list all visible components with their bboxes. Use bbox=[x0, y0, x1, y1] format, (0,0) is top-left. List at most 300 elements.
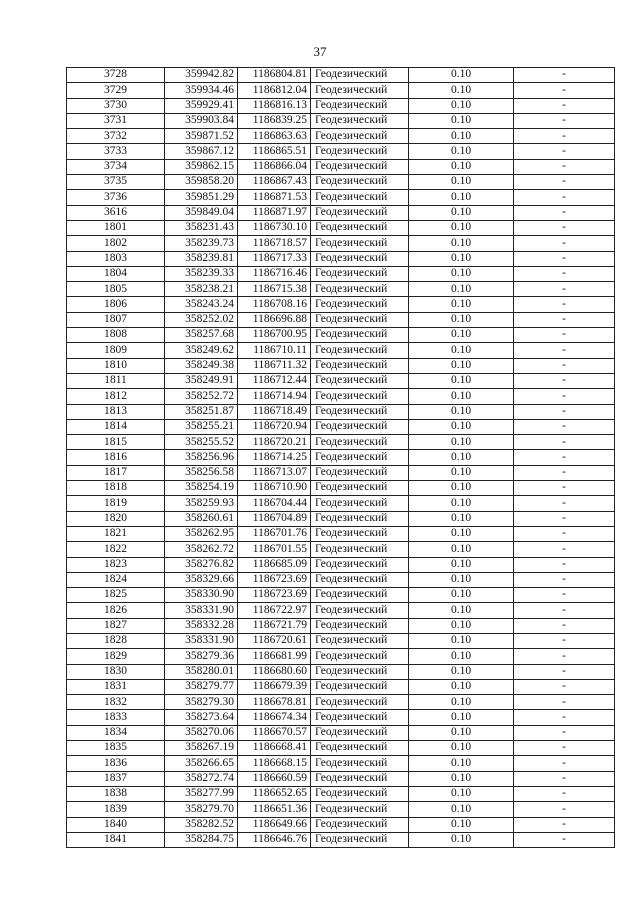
y-coordinate-cell: 1186866.04 bbox=[238, 159, 311, 174]
accuracy-cell: 0.10 bbox=[409, 450, 514, 465]
point-number-cell: 1814 bbox=[67, 419, 165, 434]
y-coordinate-cell: 1186717.33 bbox=[238, 251, 311, 266]
method-cell: Геодезический bbox=[311, 113, 409, 128]
description-cell: - bbox=[514, 511, 615, 526]
method-cell: Геодезический bbox=[311, 328, 409, 343]
table-row bbox=[67, 373, 615, 388]
method-cell: Геодезический bbox=[311, 312, 409, 327]
accuracy-cell: 0.10 bbox=[409, 159, 514, 174]
y-coordinate-cell: 1186730.10 bbox=[238, 220, 311, 235]
table-row bbox=[67, 771, 615, 786]
description-cell: - bbox=[514, 664, 615, 679]
method-cell: Геодезический bbox=[311, 542, 409, 557]
point-number-cell: 1823 bbox=[67, 557, 165, 572]
point-number-cell: 3735 bbox=[67, 175, 165, 190]
x-coordinate-cell: 358267.19 bbox=[165, 741, 238, 756]
x-coordinate-cell: 359871.52 bbox=[165, 129, 238, 144]
y-coordinate-cell: 1186668.15 bbox=[238, 756, 311, 771]
accuracy-cell: 0.10 bbox=[409, 144, 514, 159]
table-row bbox=[67, 679, 615, 694]
point-number-cell: 1820 bbox=[67, 511, 165, 526]
description-cell: - bbox=[514, 419, 615, 434]
table-row bbox=[67, 710, 615, 725]
point-number-cell: 1813 bbox=[67, 404, 165, 419]
y-coordinate-cell: 1186646.76 bbox=[238, 832, 311, 847]
description-cell: - bbox=[514, 175, 615, 190]
method-cell: Геодезический bbox=[311, 526, 409, 541]
point-number-cell: 1837 bbox=[67, 771, 165, 786]
point-number-cell: 1831 bbox=[67, 679, 165, 694]
page-number: 37 bbox=[313, 44, 327, 59]
point-number-cell: 1835 bbox=[67, 741, 165, 756]
y-coordinate-cell: 1186713.07 bbox=[238, 465, 311, 480]
x-coordinate-cell: 358331.90 bbox=[165, 603, 238, 618]
table-row bbox=[67, 205, 615, 220]
method-cell: Геодезический bbox=[311, 282, 409, 297]
table-row bbox=[67, 236, 615, 251]
description-cell: - bbox=[514, 633, 615, 648]
point-number-cell: 1808 bbox=[67, 328, 165, 343]
x-coordinate-cell: 358332.28 bbox=[165, 618, 238, 633]
accuracy-cell: 0.10 bbox=[409, 358, 514, 373]
accuracy-cell: 0.10 bbox=[409, 496, 514, 511]
method-cell: Геодезический bbox=[311, 297, 409, 312]
description-cell: - bbox=[514, 526, 615, 541]
point-number-cell: 1825 bbox=[67, 588, 165, 603]
method-cell: Геодезический bbox=[311, 695, 409, 710]
table-row bbox=[67, 159, 615, 174]
y-coordinate-cell: 1186670.57 bbox=[238, 725, 311, 740]
x-coordinate-cell: 358239.73 bbox=[165, 236, 238, 251]
accuracy-cell: 0.10 bbox=[409, 771, 514, 786]
x-coordinate-cell: 358282.52 bbox=[165, 817, 238, 832]
description-cell: - bbox=[514, 328, 615, 343]
point-number-cell: 1822 bbox=[67, 542, 165, 557]
method-cell: Геодезический bbox=[311, 236, 409, 251]
y-coordinate-cell: 1186652.65 bbox=[238, 786, 311, 801]
y-coordinate-cell: 1186723.69 bbox=[238, 572, 311, 587]
accuracy-cell: 0.10 bbox=[409, 373, 514, 388]
point-number-cell: 3616 bbox=[67, 205, 165, 220]
method-cell: Геодезический bbox=[311, 251, 409, 266]
table-row bbox=[67, 419, 615, 434]
y-coordinate-cell: 1186720.61 bbox=[238, 633, 311, 648]
y-coordinate-cell: 1186721.79 bbox=[238, 618, 311, 633]
x-coordinate-cell: 358331.90 bbox=[165, 633, 238, 648]
accuracy-cell: 0.10 bbox=[409, 297, 514, 312]
y-coordinate-cell: 1186723.69 bbox=[238, 588, 311, 603]
table-row bbox=[67, 572, 615, 587]
method-cell: Геодезический bbox=[311, 588, 409, 603]
table-row bbox=[67, 817, 615, 832]
accuracy-cell: 0.10 bbox=[409, 328, 514, 343]
point-number-cell: 1828 bbox=[67, 633, 165, 648]
y-coordinate-cell: 1186720.21 bbox=[238, 435, 311, 450]
point-number-cell: 1839 bbox=[67, 802, 165, 817]
y-coordinate-cell: 1186839.25 bbox=[238, 113, 311, 128]
x-coordinate-cell: 359851.29 bbox=[165, 190, 238, 205]
accuracy-cell: 0.10 bbox=[409, 404, 514, 419]
y-coordinate-cell: 1186865.51 bbox=[238, 144, 311, 159]
description-cell: - bbox=[514, 542, 615, 557]
accuracy-cell: 0.10 bbox=[409, 557, 514, 572]
table-row bbox=[67, 618, 615, 633]
point-number-cell: 1819 bbox=[67, 496, 165, 511]
point-number-cell: 3731 bbox=[67, 113, 165, 128]
accuracy-cell: 0.10 bbox=[409, 572, 514, 587]
point-number-cell: 1834 bbox=[67, 725, 165, 740]
point-number-cell: 1803 bbox=[67, 251, 165, 266]
description-cell: - bbox=[514, 710, 615, 725]
method-cell: Геодезический bbox=[311, 786, 409, 801]
accuracy-cell: 0.10 bbox=[409, 710, 514, 725]
accuracy-cell: 0.10 bbox=[409, 511, 514, 526]
point-number-cell: 1816 bbox=[67, 450, 165, 465]
x-coordinate-cell: 359862.15 bbox=[165, 159, 238, 174]
accuracy-cell: 0.10 bbox=[409, 129, 514, 144]
accuracy-cell: 0.10 bbox=[409, 633, 514, 648]
accuracy-cell: 0.10 bbox=[409, 343, 514, 358]
y-coordinate-cell: 1186710.11 bbox=[238, 343, 311, 358]
description-cell: - bbox=[514, 725, 615, 740]
method-cell: Геодезический bbox=[311, 190, 409, 205]
table-row bbox=[67, 358, 615, 373]
y-coordinate-cell: 1186704.44 bbox=[238, 496, 311, 511]
description-cell: - bbox=[514, 343, 615, 358]
table-row bbox=[67, 465, 615, 480]
x-coordinate-cell: 358252.02 bbox=[165, 312, 238, 327]
point-number-cell: 1801 bbox=[67, 220, 165, 235]
table-row bbox=[67, 190, 615, 205]
point-number-cell: 1833 bbox=[67, 710, 165, 725]
accuracy-cell: 0.10 bbox=[409, 695, 514, 710]
description-cell: - bbox=[514, 756, 615, 771]
accuracy-cell: 0.10 bbox=[409, 603, 514, 618]
method-cell: Геодезический bbox=[311, 435, 409, 450]
accuracy-cell: 0.10 bbox=[409, 741, 514, 756]
table-row bbox=[67, 435, 615, 450]
method-cell: Геодезический bbox=[311, 649, 409, 664]
table-row bbox=[67, 649, 615, 664]
y-coordinate-cell: 1186680.60 bbox=[238, 664, 311, 679]
table-row bbox=[67, 404, 615, 419]
table-row bbox=[67, 603, 615, 618]
description-cell: - bbox=[514, 572, 615, 587]
accuracy-cell: 0.10 bbox=[409, 83, 514, 98]
x-coordinate-cell: 358249.62 bbox=[165, 343, 238, 358]
table-row bbox=[67, 175, 615, 190]
x-coordinate-cell: 358273.64 bbox=[165, 710, 238, 725]
point-number-cell: 1807 bbox=[67, 312, 165, 327]
method-cell: Геодезический bbox=[311, 496, 409, 511]
method-cell: Геодезический bbox=[311, 450, 409, 465]
table-row bbox=[67, 511, 615, 526]
x-coordinate-cell: 358279.77 bbox=[165, 679, 238, 694]
point-number-cell: 1824 bbox=[67, 572, 165, 587]
method-cell: Геодезический bbox=[311, 741, 409, 756]
accuracy-cell: 0.10 bbox=[409, 266, 514, 281]
method-cell: Геодезический bbox=[311, 159, 409, 174]
point-number-cell: 1841 bbox=[67, 832, 165, 847]
point-number-cell: 3730 bbox=[67, 98, 165, 113]
method-cell: Геодезический bbox=[311, 129, 409, 144]
x-coordinate-cell: 358249.91 bbox=[165, 373, 238, 388]
accuracy-cell: 0.10 bbox=[409, 802, 514, 817]
x-coordinate-cell: 358262.95 bbox=[165, 526, 238, 541]
table-row bbox=[67, 129, 615, 144]
description-cell: - bbox=[514, 465, 615, 480]
description-cell: - bbox=[514, 817, 615, 832]
y-coordinate-cell: 1186674.34 bbox=[238, 710, 311, 725]
x-coordinate-cell: 359942.82 bbox=[165, 68, 238, 83]
x-coordinate-cell: 359934.46 bbox=[165, 83, 238, 98]
y-coordinate-cell: 1186714.25 bbox=[238, 450, 311, 465]
x-coordinate-cell: 358239.81 bbox=[165, 251, 238, 266]
table-row bbox=[67, 68, 615, 83]
method-cell: Геодезический bbox=[311, 98, 409, 113]
x-coordinate-cell: 359867.12 bbox=[165, 144, 238, 159]
point-number-cell: 1802 bbox=[67, 236, 165, 251]
description-cell: - bbox=[514, 144, 615, 159]
accuracy-cell: 0.10 bbox=[409, 679, 514, 694]
description-cell: - bbox=[514, 113, 615, 128]
y-coordinate-cell: 1186685.09 bbox=[238, 557, 311, 572]
method-cell: Геодезический bbox=[311, 220, 409, 235]
method-cell: Геодезический bbox=[311, 481, 409, 496]
table-row bbox=[67, 113, 615, 128]
description-cell: - bbox=[514, 98, 615, 113]
table-row bbox=[67, 786, 615, 801]
table-row bbox=[67, 312, 615, 327]
description-cell: - bbox=[514, 481, 615, 496]
description-cell: - bbox=[514, 679, 615, 694]
description-cell: - bbox=[514, 236, 615, 251]
description-cell: - bbox=[514, 496, 615, 511]
x-coordinate-cell: 358260.61 bbox=[165, 511, 238, 526]
description-cell: - bbox=[514, 786, 615, 801]
table-row bbox=[67, 328, 615, 343]
x-coordinate-cell: 358256.96 bbox=[165, 450, 238, 465]
method-cell: Геодезический bbox=[311, 618, 409, 633]
description-cell: - bbox=[514, 404, 615, 419]
table-row bbox=[67, 481, 615, 496]
y-coordinate-cell: 1186712.44 bbox=[238, 373, 311, 388]
method-cell: Геодезический bbox=[311, 679, 409, 694]
table-row bbox=[67, 725, 615, 740]
point-number-cell: 1818 bbox=[67, 481, 165, 496]
table-row bbox=[67, 450, 615, 465]
y-coordinate-cell: 1186678.81 bbox=[238, 695, 311, 710]
accuracy-cell: 0.10 bbox=[409, 435, 514, 450]
x-coordinate-cell: 358254.19 bbox=[165, 481, 238, 496]
description-cell: - bbox=[514, 373, 615, 388]
y-coordinate-cell: 1186668.41 bbox=[238, 741, 311, 756]
point-number-cell: 1810 bbox=[67, 358, 165, 373]
point-number-cell: 1815 bbox=[67, 435, 165, 450]
description-cell: - bbox=[514, 802, 615, 817]
accuracy-cell: 0.10 bbox=[409, 832, 514, 847]
coordinates-table-body bbox=[67, 68, 615, 848]
method-cell: Геодезический bbox=[311, 266, 409, 281]
y-coordinate-cell: 1186651.36 bbox=[238, 802, 311, 817]
method-cell: Геодезический bbox=[311, 419, 409, 434]
x-coordinate-cell: 358266.65 bbox=[165, 756, 238, 771]
x-coordinate-cell: 358330.90 bbox=[165, 588, 238, 603]
point-number-cell: 3732 bbox=[67, 129, 165, 144]
y-coordinate-cell: 1186700.95 bbox=[238, 328, 311, 343]
accuracy-cell: 0.10 bbox=[409, 542, 514, 557]
method-cell: Геодезический bbox=[311, 557, 409, 572]
point-number-cell: 1805 bbox=[67, 282, 165, 297]
description-cell: - bbox=[514, 603, 615, 618]
y-coordinate-cell: 1186871.97 bbox=[238, 205, 311, 220]
description-cell: - bbox=[514, 159, 615, 174]
y-coordinate-cell: 1186649.66 bbox=[238, 817, 311, 832]
description-cell: - bbox=[514, 190, 615, 205]
x-coordinate-cell: 358252.72 bbox=[165, 389, 238, 404]
table-row bbox=[67, 251, 615, 266]
x-coordinate-cell: 358257.68 bbox=[165, 328, 238, 343]
description-cell: - bbox=[514, 649, 615, 664]
accuracy-cell: 0.10 bbox=[409, 312, 514, 327]
description-cell: - bbox=[514, 220, 615, 235]
description-cell: - bbox=[514, 282, 615, 297]
method-cell: Геодезический bbox=[311, 664, 409, 679]
accuracy-cell: 0.10 bbox=[409, 588, 514, 603]
description-cell: - bbox=[514, 435, 615, 450]
accuracy-cell: 0.10 bbox=[409, 419, 514, 434]
x-coordinate-cell: 358329.66 bbox=[165, 572, 238, 587]
accuracy-cell: 0.10 bbox=[409, 68, 514, 83]
description-cell: - bbox=[514, 68, 615, 83]
method-cell: Геодезический bbox=[311, 832, 409, 847]
method-cell: Геодезический bbox=[311, 83, 409, 98]
method-cell: Геодезический bbox=[311, 465, 409, 480]
description-cell: - bbox=[514, 358, 615, 373]
table-row bbox=[67, 496, 615, 511]
description-cell: - bbox=[514, 251, 615, 266]
x-coordinate-cell: 358249.38 bbox=[165, 358, 238, 373]
table-row bbox=[67, 343, 615, 358]
point-number-cell: 1809 bbox=[67, 343, 165, 358]
table-row bbox=[67, 526, 615, 541]
y-coordinate-cell: 1186660.59 bbox=[238, 771, 311, 786]
x-coordinate-cell: 358251.87 bbox=[165, 404, 238, 419]
y-coordinate-cell: 1186704.89 bbox=[238, 511, 311, 526]
y-coordinate-cell: 1186871.53 bbox=[238, 190, 311, 205]
x-coordinate-cell: 358276.82 bbox=[165, 557, 238, 572]
point-number-cell: 1838 bbox=[67, 786, 165, 801]
point-number-cell: 1811 bbox=[67, 373, 165, 388]
description-cell: - bbox=[514, 741, 615, 756]
x-coordinate-cell: 358270.06 bbox=[165, 725, 238, 740]
x-coordinate-cell: 358239.33 bbox=[165, 266, 238, 281]
y-coordinate-cell: 1186708.16 bbox=[238, 297, 311, 312]
x-coordinate-cell: 359903.84 bbox=[165, 113, 238, 128]
y-coordinate-cell: 1186714.94 bbox=[238, 389, 311, 404]
point-number-cell: 3729 bbox=[67, 83, 165, 98]
table-row bbox=[67, 98, 615, 113]
accuracy-cell: 0.10 bbox=[409, 282, 514, 297]
description-cell: - bbox=[514, 129, 615, 144]
table-row bbox=[67, 664, 615, 679]
method-cell: Геодезический bbox=[311, 144, 409, 159]
table-row bbox=[67, 633, 615, 648]
x-coordinate-cell: 358277.99 bbox=[165, 786, 238, 801]
description-cell: - bbox=[514, 205, 615, 220]
point-number-cell: 1827 bbox=[67, 618, 165, 633]
method-cell: Геодезический bbox=[311, 358, 409, 373]
accuracy-cell: 0.10 bbox=[409, 236, 514, 251]
description-cell: - bbox=[514, 450, 615, 465]
table-row bbox=[67, 832, 615, 847]
table-row bbox=[67, 542, 615, 557]
table-row bbox=[67, 266, 615, 281]
y-coordinate-cell: 1186701.55 bbox=[238, 542, 311, 557]
description-cell: - bbox=[514, 389, 615, 404]
point-number-cell: 3736 bbox=[67, 190, 165, 205]
y-coordinate-cell: 1186812.04 bbox=[238, 83, 311, 98]
method-cell: Геодезический bbox=[311, 373, 409, 388]
accuracy-cell: 0.10 bbox=[409, 98, 514, 113]
accuracy-cell: 0.10 bbox=[409, 251, 514, 266]
y-coordinate-cell: 1186816.13 bbox=[238, 98, 311, 113]
x-coordinate-cell: 358255.21 bbox=[165, 419, 238, 434]
description-cell: - bbox=[514, 588, 615, 603]
method-cell: Геодезический bbox=[311, 205, 409, 220]
table-row bbox=[67, 756, 615, 771]
method-cell: Геодезический bbox=[311, 771, 409, 786]
accuracy-cell: 0.10 bbox=[409, 618, 514, 633]
method-cell: Геодезический bbox=[311, 817, 409, 832]
x-coordinate-cell: 358256.58 bbox=[165, 465, 238, 480]
point-number-cell: 1812 bbox=[67, 389, 165, 404]
point-number-cell: 3733 bbox=[67, 144, 165, 159]
accuracy-cell: 0.10 bbox=[409, 664, 514, 679]
method-cell: Геодезический bbox=[311, 511, 409, 526]
description-cell: - bbox=[514, 695, 615, 710]
y-coordinate-cell: 1186701.76 bbox=[238, 526, 311, 541]
point-number-cell: 1830 bbox=[67, 664, 165, 679]
x-coordinate-cell: 358280.01 bbox=[165, 664, 238, 679]
point-number-cell: 1826 bbox=[67, 603, 165, 618]
point-number-cell: 1832 bbox=[67, 695, 165, 710]
y-coordinate-cell: 1186716.46 bbox=[238, 266, 311, 281]
coordinates-table bbox=[66, 67, 615, 848]
accuracy-cell: 0.10 bbox=[409, 786, 514, 801]
y-coordinate-cell: 1186696.88 bbox=[238, 312, 311, 327]
accuracy-cell: 0.10 bbox=[409, 190, 514, 205]
point-number-cell: 3728 bbox=[67, 68, 165, 83]
y-coordinate-cell: 1186720.94 bbox=[238, 419, 311, 434]
y-coordinate-cell: 1186804.81 bbox=[238, 68, 311, 83]
accuracy-cell: 0.10 bbox=[409, 481, 514, 496]
table-row bbox=[67, 144, 615, 159]
method-cell: Геодезический bbox=[311, 404, 409, 419]
point-number-cell: 1821 bbox=[67, 526, 165, 541]
accuracy-cell: 0.10 bbox=[409, 465, 514, 480]
x-coordinate-cell: 359929.41 bbox=[165, 98, 238, 113]
table-row bbox=[67, 741, 615, 756]
method-cell: Геодезический bbox=[311, 175, 409, 190]
accuracy-cell: 0.10 bbox=[409, 756, 514, 771]
point-number-cell: 3734 bbox=[67, 159, 165, 174]
table-row bbox=[67, 282, 615, 297]
x-coordinate-cell: 358262.72 bbox=[165, 542, 238, 557]
point-number-cell: 1829 bbox=[67, 649, 165, 664]
table-row bbox=[67, 695, 615, 710]
accuracy-cell: 0.10 bbox=[409, 389, 514, 404]
